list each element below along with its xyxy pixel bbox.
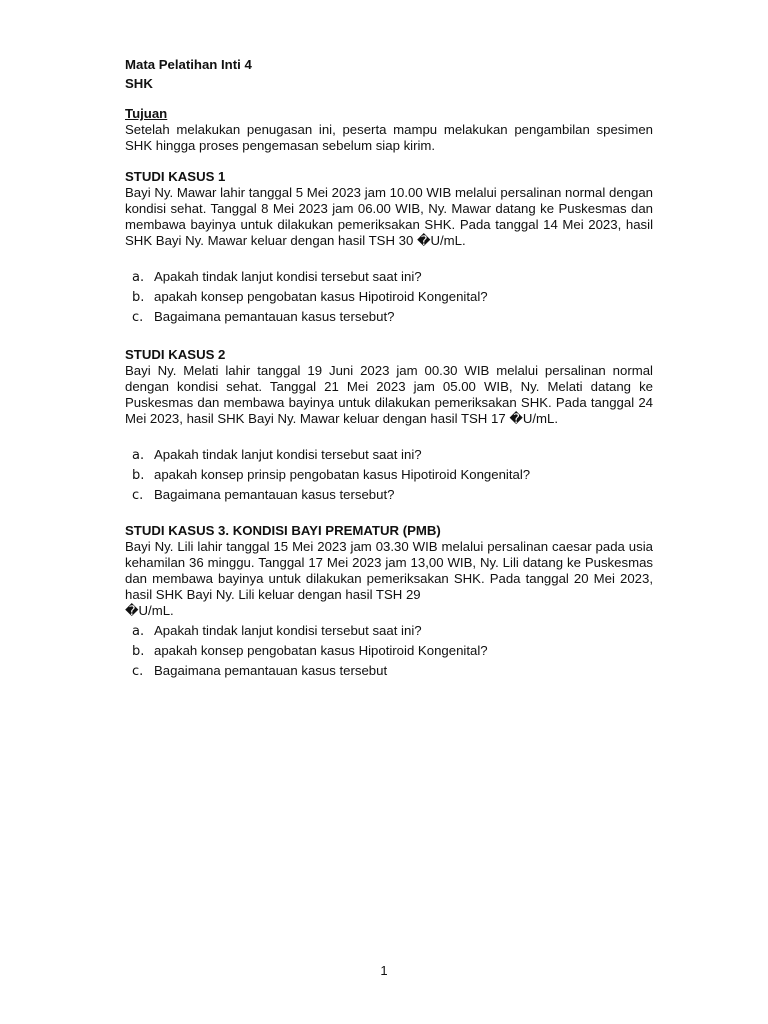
list-item [125,661,653,681]
list-marker: c. [132,664,144,679]
list-item [125,445,653,465]
question-list [125,621,653,681]
list-item [125,267,653,287]
page-number: 1 [380,963,388,978]
question-text: Bagaimana pemantauan kasus tersebut [154,663,388,678]
case-title: STUDI KASUS 2 [125,347,226,362]
case-description-tail: �U/mL. [125,603,174,618]
module-title: Mata Pelatihan Inti 4 [125,57,252,72]
question-list [125,267,653,327]
list-marker: a. [132,448,145,463]
list-item [125,485,653,505]
objective-heading: Tujuan [125,106,168,121]
list-item [125,287,653,307]
question-text: apakah konsep pengobatan kasus Hipotiroid Kongenital? [154,643,488,658]
list-marker: a. [132,624,145,639]
question-list [125,445,653,505]
question-text: Apakah tindak lanjut kondisi tersebut saat ini? [154,447,422,462]
case-study-1 [125,169,653,327]
question-text: apakah konsep prinsip pengobatan kasus Hipotiroid Kongenital? [154,467,531,482]
case-description: Bayi Ny. Mawar lahir tanggal 5 Mei 2023 jam 10.00 WIB melalui persalinan normal dengan kondisi sehat. Tanggal 8 Mei 2023 jam 06.00 WIB, Ny. Mawar datang ke Puskesmas dan membawa bayinya untuk dilakukan pemeriksakan SHK. Pada tanggal 14 Mei 2023, hasil SHK Bayi Ny. Mawar keluar dengan hasil TSH 30 �U/mL. [125,185,653,248]
list-item [125,465,653,485]
question-text: Bagaimana pemantauan kasus tersebut? [154,309,395,324]
list-marker: b. [132,468,145,483]
case-study-3 [125,523,653,681]
list-marker: b. [132,290,145,305]
question-text: Apakah tindak lanjut kondisi tersebut saat ini? [154,623,422,638]
list-item [125,641,653,661]
question-text: Apakah tindak lanjut kondisi tersebut saat ini? [154,269,422,284]
case-title: STUDI KASUS 1 [125,169,226,184]
question-text: apakah konsep pengobatan kasus Hipotiroid Kongenital? [154,289,488,304]
list-marker: c. [132,488,144,503]
case-description: Bayi Ny. Lili lahir tanggal 15 Mei 2023 jam 03.30 WIB melalui persalinan caesar pada usia kehamilan 36 minggu. Tanggal 17 Mei 2023 jam 13,00 WIB, Ny. Lili datang ke Puskesmas dan membawa bayinya untuk dilakukan pemeriksakan SHK. Pada tanggal 20 Mei 2023, hasil SHK Bayi Ny. Lili keluar dengan hasil TSH 29 [125,539,653,602]
topic-title: SHK [125,76,153,91]
case-study-2 [125,347,653,505]
list-item [125,621,653,641]
question-text: Bagaimana pemantauan kasus tersebut? [154,487,395,502]
list-marker: a. [132,270,145,285]
list-marker: c. [132,310,144,325]
objective-text: Setelah melakukan penugasan ini, peserta mampu melakukan pengambilan spesimen SHK hingga proses pengemasan sebelum siap kirim. [125,122,653,153]
case-title: STUDI KASUS 3. KONDISI BAYI PREMATUR (PMB) [125,523,441,538]
document-page [125,55,653,681]
list-item [125,307,653,327]
list-marker: b. [132,644,145,659]
case-description: Bayi Ny. Melati lahir tanggal 19 Juni 2023 jam 00.30 WIB melalui persalinan normal dengan kondisi sehat. Tanggal 21 Mei 2023 jam 05.00 WIB, Ny. Melati datang ke Puskesmas dan membawa bayinya untuk dilakukan pemeriksakan SHK. Pada tanggal 24 Mei 2023, hasil SHK Bayi Ny. Mawar keluar dengan hasil TSH 17 �U/mL. [125,363,653,426]
